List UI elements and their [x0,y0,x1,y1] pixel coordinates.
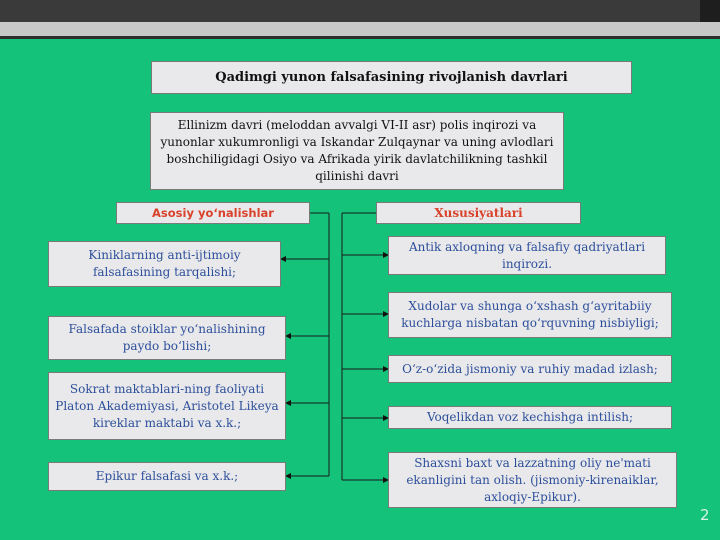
direction-item: Sokrat maktablari-ning faoliyati Platon Akademiyasi, Aristotel Likeya kireklar maktabi va x.k.; [48,372,286,440]
top-bar-tab [700,0,720,22]
direction-item: Falsafada stoiklar yo‘nalishining paydo bo‘lishi; [48,316,286,360]
top-bar [0,0,720,22]
direction-item: Kiniklarning anti-ijtimoiy falsafasining tarqalishi; [48,241,281,287]
feature-item: O‘z-o‘zida jismoniy va ruhiy madad izlash; [388,355,672,383]
left-column-header: Asosiy yo‘nalishlar [116,202,310,224]
feature-item: Voqelikdan voz kechishga intilish; [388,406,672,429]
right-column-header: Xususiyatlari [376,202,581,224]
era-description: Ellinizm davri (meloddan avvalgi VI-II asr) polis inqirozi va yunonlar xukumronligi va Iskandar Zulqaynar va uning avlodlari boshchiligidagi Osiyo va Afrikada yirik davlatchilikning tashkil qilinishi davri [150,112,564,190]
top-bar-stripe [0,22,720,36]
page-number: 2 [700,506,710,524]
feature-item: Antik axloqning va falsafiy qadriyatlari inqirozi. [388,236,666,275]
top-bar-edge [0,36,720,39]
feature-item: Xudolar va shunga o‘xshash g‘ayritabiiy kuchlarga nisbatan qo‘rquvning nisbiyligi; [388,292,672,338]
direction-item: Epikur falsafasi va x.k.; [48,462,286,491]
diagram-title: Qadimgi yunon falsafasining rivojlanish davrlari [151,61,632,94]
feature-item: Shaxsni baxt va lazzatning oliy ne'mati ekanligini tan olish. (jismoniy-kirenaiklar, axloqiy-Epikur). [388,452,677,508]
